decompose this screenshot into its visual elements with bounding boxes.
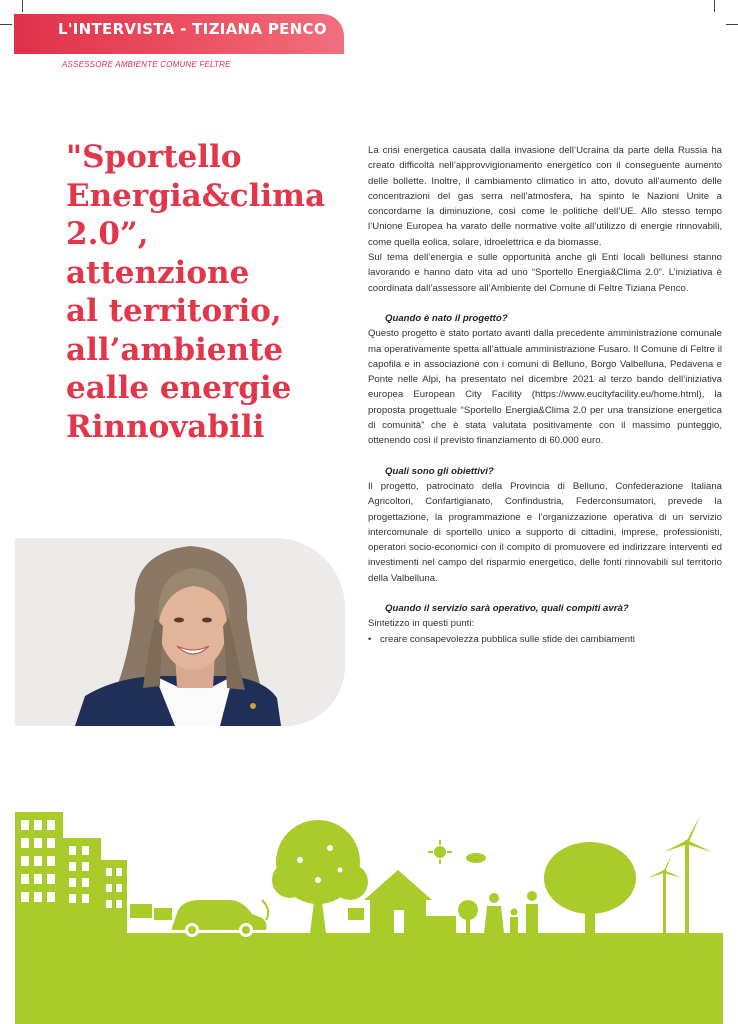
headline-line: Energia&clima (66, 177, 326, 214)
question-heading: Quali sono gli obiettivi? (385, 465, 494, 477)
wind-turbine-icon (648, 816, 712, 933)
green-city-illustration (0, 800, 738, 1024)
answer-paragraph: Sintetizzo in questi punti: (368, 618, 475, 630)
crop-mark (22, 0, 23, 12)
section-title: L'INTERVISTA - TIZIANA PENCO (58, 20, 327, 38)
answer-paragraph: Il progetto, patrocinato della Provincia di Belluno, Confederazione Italiana Agricoltori, Confartigianato, Confindustria, Federconsumatori, prevede la progettazione, la programmazione e l’organizzazione operativa di un servizio intercomunale di sportello unico a supporto di cittadini, imprese, professionisti, operatori socio-economici con il compito di promuovere ed indirizzare interventi ed investimenti nel campo del risparmio energetico, delle fonti rinnovabili sul territorio della Valbelluna. (368, 480, 722, 584)
sun-icon (428, 840, 452, 864)
article-body (368, 143, 722, 647)
crop-mark (0, 24, 12, 25)
headline-line: 2.0”, (66, 216, 149, 252)
headline-line: Rinnovabili (66, 408, 265, 445)
family-icon (484, 891, 538, 933)
headline-line: all’ambiente (66, 331, 284, 368)
intro-paragraph: Sul tema dell’energia e sulle opportunità anche gli Enti locali bellunesi stanno lavorando e hanno dato vita ad uno “Sportello Energia&Clima 2.0”. L’iniziativa è coordinata dall’assessore all’Ambiente del Comune di Feltre Tiziana Penco. (368, 252, 722, 294)
crop-mark (714, 0, 715, 12)
crop-mark (726, 24, 738, 25)
headline-line: ealle energie (66, 370, 292, 406)
headline (66, 138, 356, 446)
headline-line: al territorio, (66, 293, 282, 329)
cloud-icon (466, 853, 486, 863)
bullet-item: • creare consapevolezza pubblica sulle sfide dei cambiamenti (368, 632, 722, 647)
question-heading: Quando il servizio sarà operativo, quali compiti avrà? (385, 603, 629, 615)
headline-line: "Sportello (66, 139, 242, 175)
electric-car-icon (172, 900, 268, 937)
answer-paragraph: Questo progetto è stato portato avanti dalla precedente amministrazione comunale ma operativamente spetta all’attuale amministrazione Fusaro. Il Comune di Feltre il capofila e in associazione con i comuni di Belluno, Borgo Valbelluna, Pedavena e Ponte nelle Alpi, ha presentato nel dicembre 2021 al terzo bando dell’iniziativa europea European City Facility (https://www.eucityfacility.eu/home.html), la proposta progettuale “Sportello Energia&Clima 2.0 per una transizione energetica di comunità” che è stata valutata positivamente con il massimo punteggio, ottenendo così il previsto finanziamento di 60.000 euro. (368, 328, 722, 447)
question-heading: Quando è nato il progetto? (385, 312, 508, 324)
section-subtitle: ASSESSORE AMBIENTE COMUNE FELTRE (62, 60, 231, 69)
headline-line: attenzione (66, 254, 250, 291)
intro-paragraph: La crisi energetica causata dalla invasione dell’Ucraina da parte della Russia ha creato difficoltà nell’approvvigionamento energetico con il conseguente aumento delle bollette. Inoltre, il cambiamento climatico in atto, dovuto all’aumento delle concentrazioni del gas serra nell’atmosfera, ha spinto le Nazioni Unite a concordarne la diminuzione, così come le politiche dell’UE. Allo stesso tempo l’Unione Europea ha varato delle normative volte all’utilizzo di energie rinnovabili, come quella eolica, solare, idroelettrica e da biomasse. (368, 145, 722, 248)
house-icon (364, 870, 432, 933)
woman-portrait-icon (15, 538, 345, 726)
portrait-photo (15, 538, 345, 726)
